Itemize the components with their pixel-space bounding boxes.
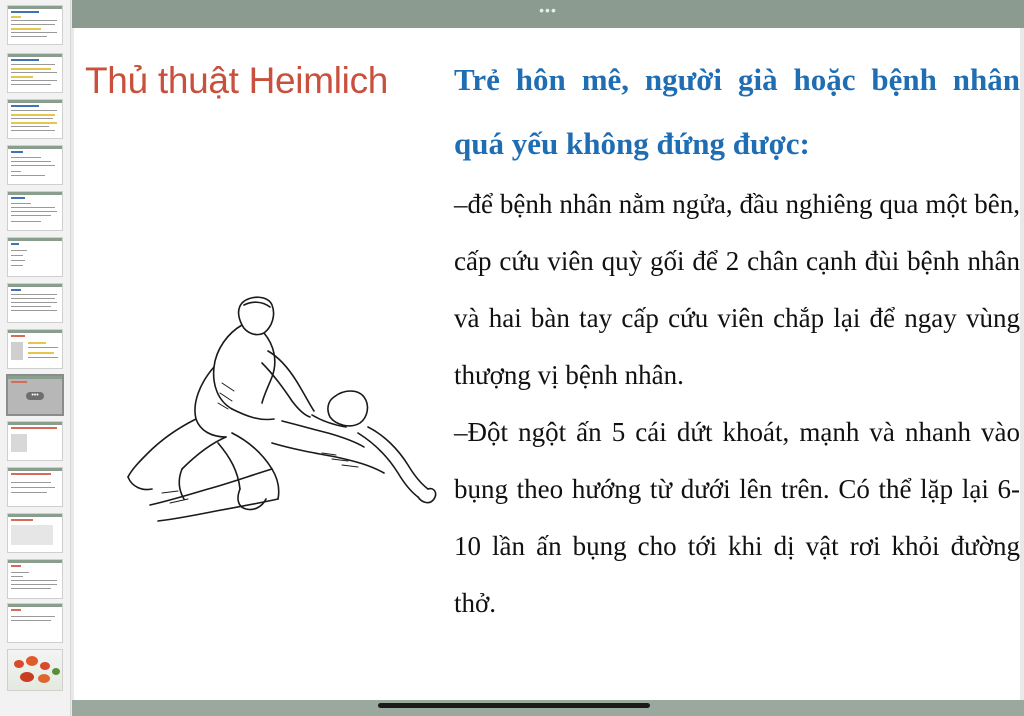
slide-thumbnail[interactable] bbox=[8, 6, 62, 44]
slide-thumbnail[interactable] bbox=[8, 54, 62, 92]
slide-thumbnail-flower[interactable] bbox=[8, 650, 62, 690]
slide-canvas[interactable] bbox=[74, 28, 1020, 700]
heimlich-illustration bbox=[122, 293, 452, 538]
slide-thumbnail[interactable] bbox=[8, 468, 62, 506]
slide-thumbnail[interactable] bbox=[8, 330, 62, 368]
slide-thumbnail-panel bbox=[0, 0, 71, 716]
slide-thumbnail-selected[interactable] bbox=[8, 376, 62, 414]
slide-thumbnail[interactable] bbox=[8, 284, 62, 322]
window-top-bar bbox=[72, 0, 1024, 28]
instruction-paragraph: –để bệnh nhân nằm ngửa, đầu nghiêng qua một bên, cấp cứu viên quỳ gối để 2 chân cạnh đùi bệnh nhân và hai bàn tay cấp cứu viên chắp lại để ngay vùng thượng vị bệnh nhân. bbox=[454, 189, 1020, 390]
slide-thumbnail[interactable] bbox=[8, 100, 62, 138]
slide-thumbnail[interactable] bbox=[8, 192, 62, 230]
slide-thumbnail[interactable] bbox=[8, 146, 62, 184]
slide-thumbnail[interactable] bbox=[8, 238, 62, 276]
slide-thumbnail[interactable] bbox=[8, 422, 62, 460]
slide-thumbnail[interactable] bbox=[8, 514, 62, 552]
slide-heading: Trẻ hôn mê, người già hoặc bệnh nhân quá yếu không đứng được: bbox=[454, 62, 1020, 161]
slide-thumbnail[interactable] bbox=[8, 604, 62, 642]
more-options-icon[interactable]: ••• bbox=[539, 2, 557, 18]
slide-thumbnail[interactable] bbox=[8, 560, 62, 598]
thumbnail-more-icon[interactable]: ••• bbox=[26, 392, 44, 400]
home-indicator[interactable] bbox=[378, 703, 650, 708]
slide-title: Thủ thuật Heimlich bbox=[85, 60, 389, 101]
instruction-paragraph: –Đột ngột ấn 5 cái dứt khoát, mạnh và nhanh vào bụng theo hướng từ dưới lên trên. Có thể lặp lại 6-10 lần ấn bụng cho tới khi dị vật rơi khỏi đường thở. bbox=[454, 417, 1020, 618]
slide-body-text bbox=[454, 48, 1020, 632]
